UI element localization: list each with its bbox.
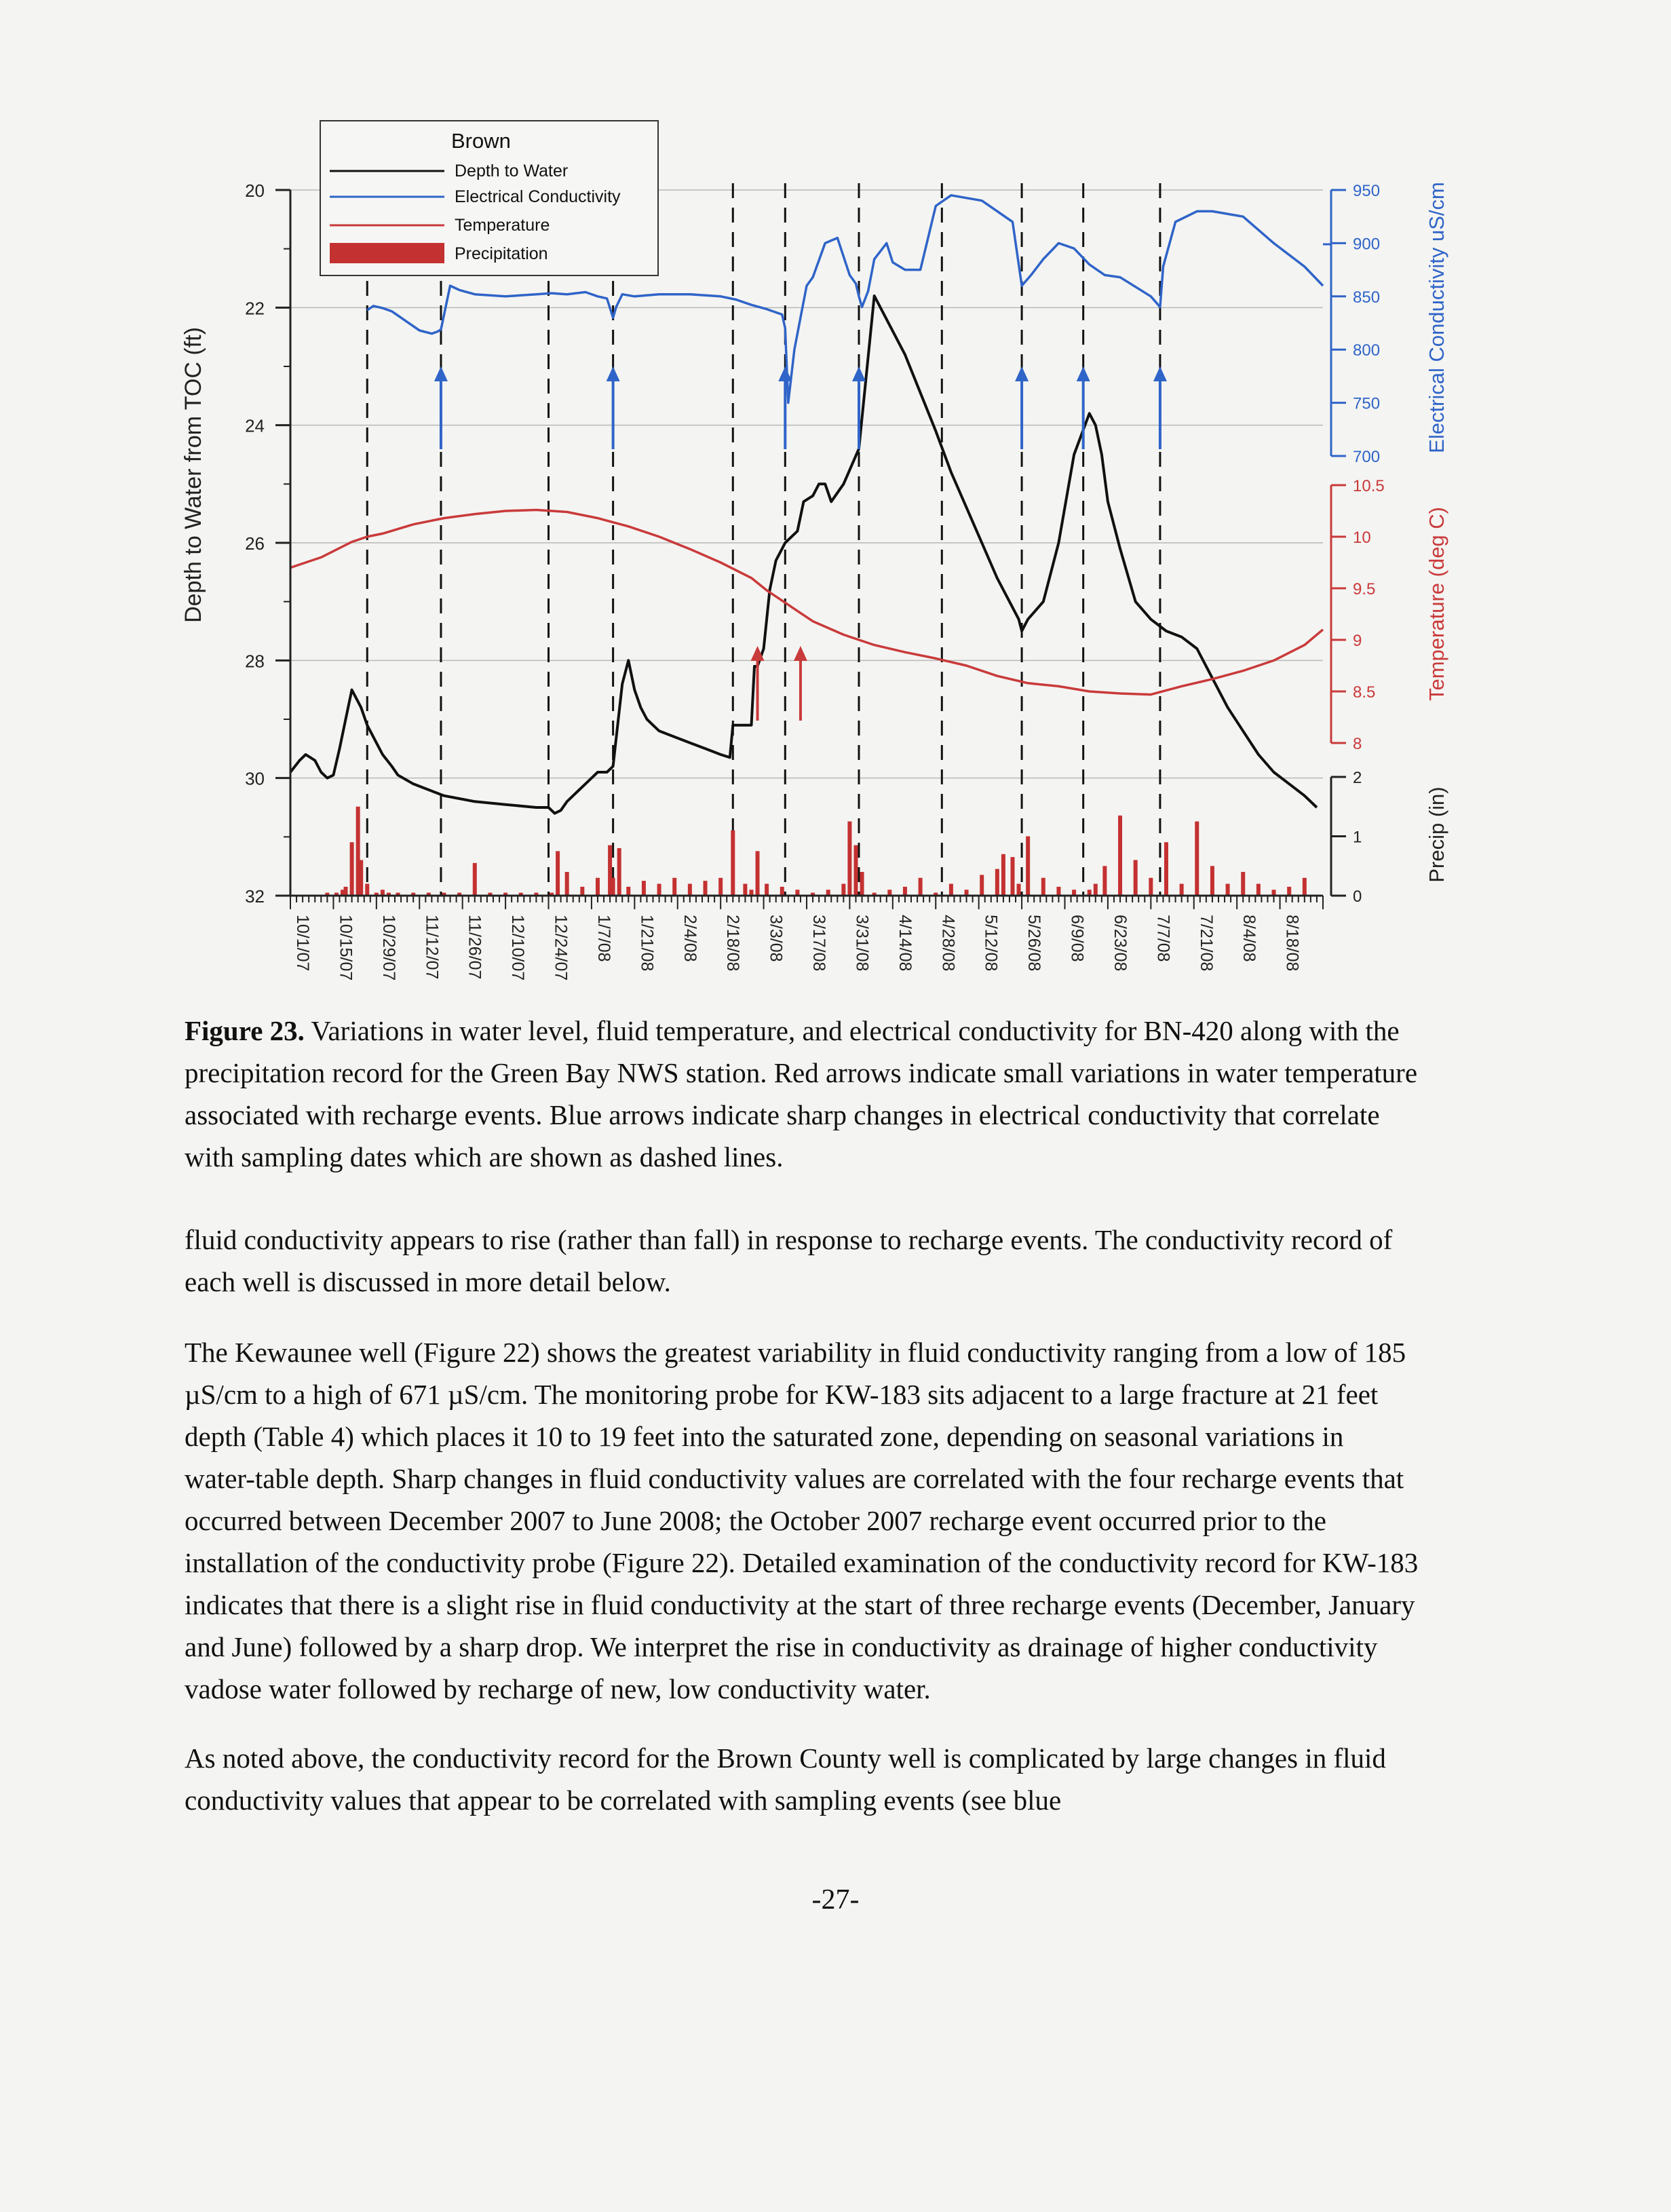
precipitation-bar	[1001, 854, 1005, 896]
sampling-date-lines	[367, 183, 1160, 896]
precipitation-bar	[556, 851, 560, 896]
precipitation-bar	[688, 884, 692, 896]
precipitation-bar	[1195, 822, 1199, 896]
precipitation-bar	[672, 878, 676, 896]
precipitation-bar	[1210, 866, 1214, 896]
precip-axis-title: Precip (in)	[1425, 786, 1448, 883]
precipitation-bar	[1226, 884, 1230, 896]
precipitation-bar	[1056, 887, 1060, 896]
precipitation-bar	[350, 842, 354, 896]
temperature-tick-label: 9	[1353, 632, 1362, 650]
x-tick-label: 4/14/08	[895, 915, 915, 972]
conductivity-tick-label: 900	[1353, 235, 1381, 254]
precipitation-bar	[860, 872, 864, 896]
precipitation-bar	[903, 887, 907, 896]
x-tick-label: 7/7/08	[1153, 915, 1173, 962]
conductivity-tick-label: 850	[1353, 288, 1381, 307]
precipitation-bar	[344, 887, 348, 896]
precipitation-bar	[1010, 857, 1014, 896]
temperature-tick-label: 10.5	[1353, 477, 1385, 495]
precip-tick-label: 1	[1353, 828, 1362, 847]
precipitation-bar	[1094, 884, 1098, 896]
figure-23-chart	[170, 109, 1493, 991]
precipitation-bar	[1118, 816, 1122, 896]
precipitation-bar	[1134, 860, 1138, 896]
x-tick-label: 11/26/07	[465, 915, 484, 980]
x-tick-label: 8/4/08	[1240, 915, 1259, 962]
temperature-tick-label: 8.5	[1353, 683, 1376, 702]
chart-axes	[245, 180, 1385, 980]
blue-arrow	[607, 366, 620, 449]
depth-tick-label: 30	[245, 768, 265, 789]
blue-arrow-head	[1077, 366, 1090, 381]
figure-caption-label: Figure 23.	[185, 1015, 305, 1046]
depth-tick-label: 32	[245, 886, 265, 907]
x-tick-label: 8/18/08	[1282, 915, 1302, 972]
legend-swatch-precipitation	[330, 243, 444, 263]
precipitation-bar	[1287, 887, 1291, 896]
precipitation-bar	[596, 878, 600, 896]
precipitation-bar	[580, 887, 584, 896]
precipitation-bar	[1303, 878, 1307, 896]
x-tick-label: 1/7/08	[594, 915, 613, 962]
legend-title: Brown	[451, 129, 511, 153]
conductivity-tick-label: 800	[1353, 341, 1381, 360]
x-tick-label: 2/18/08	[723, 915, 743, 972]
x-tick-label: 10/15/07	[336, 915, 356, 981]
precip-tick-label: 2	[1353, 769, 1362, 787]
temperature-tick-label: 9.5	[1353, 580, 1376, 598]
chart-gridlines	[290, 190, 1323, 896]
precipitation-bar	[359, 860, 363, 896]
precipitation-bar	[743, 884, 747, 896]
x-tick-label: 5/26/08	[1024, 915, 1044, 972]
body-paragraph: As noted above, the conductivity record for the Brown County well is complicated by large changes in fluid conductivity values that appear to be correlated with sampling events (see blue	[185, 1742, 1386, 1816]
precipitation-bar	[611, 878, 615, 896]
x-tick-label: 12/10/07	[508, 915, 528, 981]
blue-arrow-head	[1015, 366, 1029, 381]
x-tick-label: 6/23/08	[1110, 915, 1130, 972]
figure-caption	[185, 1010, 1419, 1178]
precipitation-bar	[657, 884, 661, 896]
conductivity-tick-label: 700	[1353, 448, 1381, 466]
legend-label-precipitation: Precipitation	[455, 244, 548, 263]
blue-arrow	[1153, 366, 1167, 449]
precipitation-bar	[919, 878, 923, 896]
page-number: -27-	[811, 1884, 860, 1915]
temperature-tick-label: 8	[1353, 735, 1362, 753]
precipitation-bar	[704, 881, 708, 896]
precipitation-bar	[473, 863, 477, 896]
depth-tick-label: 26	[245, 533, 265, 554]
precipitation-bar	[1017, 884, 1021, 896]
x-tick-label: 2/4/08	[680, 915, 699, 962]
precipitation-bar	[1180, 884, 1184, 896]
x-tick-label: 10/1/07	[293, 915, 312, 972]
precipitation-bar	[731, 831, 735, 896]
series-line-temperature	[290, 510, 1323, 695]
x-tick-label: 1/21/08	[637, 915, 657, 972]
precipitation-bar	[841, 884, 845, 896]
precipitation-bar	[853, 845, 858, 896]
precipitation-bar	[365, 884, 369, 896]
x-tick-label: 4/28/08	[938, 915, 958, 972]
precipitation-bar	[949, 884, 953, 896]
precipitation-bar	[756, 851, 760, 896]
x-tick-label: 3/3/08	[766, 915, 786, 962]
blue-arrow-head	[778, 366, 792, 381]
precipitation-bar	[995, 869, 999, 896]
precipitation-bar	[626, 887, 630, 896]
precipitation-bar	[765, 884, 769, 896]
precipitation-bar	[718, 878, 723, 896]
depth-tick-label: 22	[245, 298, 265, 319]
temperature-tick-label: 10	[1353, 529, 1371, 547]
x-tick-label: 11/12/07	[422, 915, 442, 980]
precipitation-bar	[1041, 878, 1045, 896]
precipitation-bar	[1149, 878, 1153, 896]
blue-arrow	[1015, 366, 1029, 449]
temperature-axis-title: Temperature (deg C)	[1425, 506, 1448, 702]
body-paragraph: fluid conductivity appears to rise (rather than fall) in response to recharge events. The conductivity record of each well is discussed in more detail below.	[185, 1224, 1393, 1297]
legend-label-conductivity: Electrical Conductivity	[455, 187, 621, 206]
blue-arrow	[778, 366, 792, 449]
precipitation-bar	[980, 875, 984, 896]
x-tick-label: 10/29/07	[379, 915, 398, 981]
blue-arrow-head	[1153, 366, 1167, 381]
red-arrow-head	[794, 646, 807, 661]
conductivity-axis-title: Electrical Conductivity uS/cm	[1425, 182, 1448, 453]
conductivity-tick-label: 750	[1353, 394, 1381, 413]
annotation-arrows	[434, 366, 1167, 721]
depth-axis-title: Depth to Water from TOC (ft)	[180, 327, 206, 623]
precipitation-bar	[1164, 842, 1168, 896]
conductivity-tick-label: 950	[1353, 182, 1381, 200]
figure-caption-text: Variations in water level, fluid temperature, and electrical conductivity for BN-420 along with the precipitation record for the Green Bay NWS station. Red arrows indicate small variations in water temperature associated with recharge events. Blue arrows indicate sharp changes in electrical conductivity that correlate with sampling dates which are shown as dashed lines.	[185, 1015, 1418, 1172]
depth-tick-label: 28	[245, 651, 265, 672]
precipitation-bar	[1256, 884, 1261, 896]
x-tick-label: 7/21/08	[1196, 915, 1216, 972]
x-tick-label: 6/9/08	[1067, 915, 1087, 962]
data-series-lines	[290, 195, 1323, 814]
precipitation-bar	[847, 822, 851, 896]
blue-arrow-head	[607, 366, 620, 381]
chart-legend	[320, 121, 658, 275]
blue-arrow	[1077, 366, 1090, 449]
depth-tick-label: 20	[245, 180, 265, 201]
blue-arrow-head	[434, 366, 448, 381]
precipitation-bar	[642, 881, 646, 896]
precipitation-bar	[780, 887, 784, 896]
legend-label-temperature: Temperature	[455, 216, 550, 235]
precipitation-bar	[565, 872, 569, 896]
precipitation-bar	[617, 848, 621, 896]
precipitation-bar	[1241, 872, 1245, 896]
depth-tick-label: 24	[245, 415, 265, 436]
precip-tick-label: 0	[1353, 888, 1362, 906]
legend-label-depth: Depth to Water	[455, 161, 569, 180]
x-tick-label: 5/12/08	[981, 915, 1001, 972]
x-tick-label: 3/17/08	[809, 915, 828, 972]
precipitation-bar	[1026, 837, 1030, 896]
blue-arrow-head	[852, 366, 866, 381]
x-tick-label: 3/31/08	[852, 915, 872, 972]
red-arrow	[794, 646, 807, 721]
x-tick-label: 12/24/07	[551, 915, 571, 981]
blue-arrow	[434, 366, 448, 449]
body-paragraph: The Kewaunee well (Figure 22) shows the greatest variability in fluid conductivity ranging from a low of 185 µS/cm to a high of 671 µS/cm. The monitoring probe for KW-183 sits adjacent to a large fracture at 21 feet depth (Table 4) which places it 10 to 19 feet into the saturated zone, depending on seasonal variations in water-table depth. Sharp changes in fluid conductivity values are correlated with the four recharge events that occurred between December 2007 to June 2008; the October 2007 recharge event occurred prior to the installation of the conductivity probe (Figure 22). Detailed examination of the conductivity record for KW-183 indicates that there is a slight rise in fluid conductivity at the start of three recharge events (December, January and June) followed by a sharp drop. We interpret the rise in conductivity as drainage of higher conductivity vadose water followed by recharge of new, low conductivity water.	[185, 1337, 1419, 1704]
precipitation-bar	[1102, 866, 1107, 896]
